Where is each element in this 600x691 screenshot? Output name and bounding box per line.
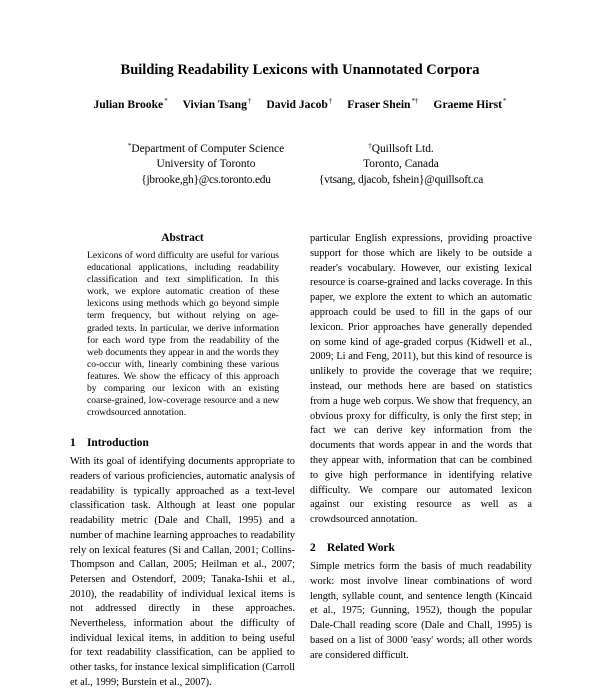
author-name: Graeme Hirst (433, 98, 502, 111)
section-heading (70, 437, 295, 449)
author-affiliation-mark: * (164, 97, 168, 105)
author-name: Vivian Tsang (182, 98, 247, 111)
left-column (70, 232, 295, 691)
affiliation-email: {jbrooke,gh}@cs.toronto.edu (141, 173, 271, 186)
affiliation-department: Quillsoft Ltd. (371, 143, 434, 155)
affiliation-institution: University of Toronto (156, 158, 256, 171)
author (433, 97, 506, 111)
author-name: Fraser Shein (347, 98, 411, 111)
author-name: David Jacob (266, 98, 328, 111)
abstract-text: Lexicons of word difficulty are useful for various educational applications, including readability classification and text simplification. In this work, we explore automatic creation of these lexicons using methods which go beyond simple term frequency, but without relying on age-graded texts. In particular, we derive information for each word type from the readability of the web documents they appear in and the words they co-occur with, linearly combining these various features. We show the efficacy of this approach by comparing our lexicon with an existing coarse-grained, low-coverage resource and a new crowdsourced annotation. (87, 250, 279, 419)
section-number: 1 (70, 437, 76, 450)
section-heading (310, 542, 532, 554)
right-column (310, 232, 532, 664)
affiliation-department: Department of Computer Science (131, 143, 285, 155)
paper-title: Building Readability Lexicons with Unannotated Corpora (120, 62, 480, 78)
affiliation-right (286, 139, 516, 188)
section-title: Related Work (327, 541, 395, 554)
author-name: Julian Brooke (93, 98, 164, 111)
related-work-text: Simple metrics form the basis of much readability work: most involve linear combinations of word length, syllable count, and sentence length (Kincaid et al., 1975; Gunning, 1952), though the popular Dale-Chall reading score (Dale and Chall, 1995) is based on a list of 3000 'easy' words; all other words are considered difficult. (310, 560, 532, 661)
affiliation-institution: Toronto, Canada (363, 158, 439, 171)
author (94, 97, 168, 111)
affiliation-mark: * (127, 142, 132, 150)
affiliation-department-line (286, 139, 516, 157)
introduction-text: With its goal of identifying documents appropriate to readers of various proficiencies, automatic analysis of readability is typically approached as a text-level classification task. Although at least one popular readability metric (Dale and Chall, 1995) and a number of machine learning approaches to readability rely on lexical features (Si and Callan, 2001; Collins-Thompson and Callan, 2005; Heilman et al., 2007; Petersen and Ostendorf, 2009; Tanaka-Ishii et al., 2010), the readability of individual lexical items is not addressed directly in these approaches. Nevertheless, information about the difficulty of individual lexical items, in addition to being useful for text readability classification, can be applied to other tasks, for instance lexical simplification (Carroll et al., 1999; Burstein et al., 2007). (70, 456, 295, 688)
author-affiliation-mark: † (328, 97, 333, 105)
author-affiliation-mark: † (247, 97, 252, 105)
author-affiliation-mark: * (503, 97, 507, 105)
section-number: 2 (310, 541, 316, 554)
abstract-heading: Abstract (161, 232, 204, 244)
author (183, 97, 252, 111)
author (347, 97, 418, 111)
affiliation-email: {vtsang, djacob, fshein}@quillsoft.ca (318, 173, 484, 186)
author (266, 97, 332, 111)
author-affiliation-mark: *† (411, 97, 419, 105)
affiliation-mark: † (368, 142, 372, 150)
author-list (0, 97, 600, 111)
introduction-continued-text: particular English expressions, providing proactive support for those which are likely to be outside a reader's vocabulary. However, our existing lexical resource is coarse-grained and lacks coverage. In this paper, we explore the extent to which an automatic approach could be used to fill in the gaps of our lexicon. Prior approaches have generally depended on some kind of age-graded corpus (Kidwell et al., 2009; Li and Feng, 2011), but this kind of resource is unlikely to provide the coverage that we require; instead, our methods here are based on statistics from a huge web corpus. We show that frequency, an obvious proxy for difficulty, is only the first step; in fact we can derive key information from the documents that words appear in and the words that they appear with, information that can be combined to give high performance in identifying relative difficulty. We compare our automated lexicon against our existing resource as well as a crowdsourced annotation. (310, 233, 532, 526)
section-title: Introduction (87, 437, 149, 450)
